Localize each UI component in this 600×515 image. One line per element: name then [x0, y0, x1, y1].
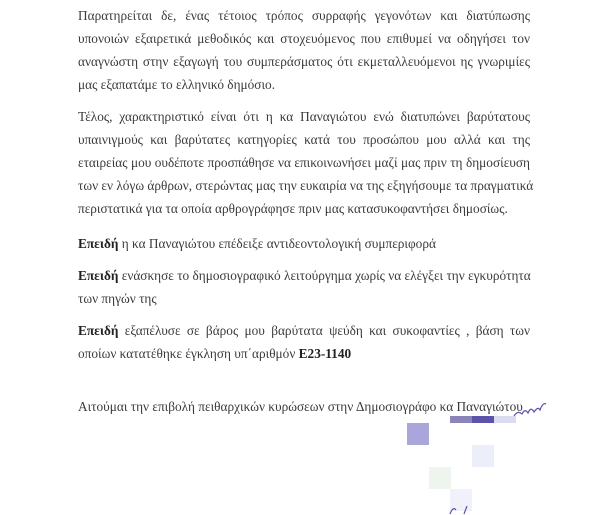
document-body: [78, 4, 534, 365]
request-statement: Αιτούμαι την επιβολή πειθαρχικών κυρώσεων στην Δημοσιογράφο κα Παναγιώτου: [78, 399, 523, 414]
text-line: υπονοιών εξαιρετικά μεθοδικός και στοχευόμενος που επιθυμεί να οδηγήσει τον: [78, 31, 530, 46]
clause-text: των πηγών της: [78, 291, 157, 306]
clause-text: η κα Παναγιώτου επέδειξε αντιδεοντολογική συμπεριφορά: [118, 236, 436, 251]
clause-text: εξαπέλυσε σε βάρος μου βαρύτατα ψεύδη και συκοφαντίες , βάση των: [118, 323, 530, 338]
text-line: Παρατηρείται δε, ένας τέτοιος τρόπος συρραφής γεγονότων και διατύπωσης: [78, 8, 530, 23]
text-line: των εν λόγω άρθρων, στερώντας μας την ευκαιρία να της εξηγήσουμε τα πραγματικά: [78, 178, 534, 193]
clause-text: ενάσκησε το δημοσιογραφικό λειτούργημα χωρίς να ελέγξει την εγκυρότητα: [118, 268, 531, 283]
clause-text: οποίων κατατέθηκε έγκληση υπ΄αριθμόν: [78, 346, 299, 361]
text-line: Τέλος, χαρακτηριστικό είναι ότι η κα Παναγιώτου ενώ διατυπώνει βαρύτατους: [78, 109, 530, 124]
paragraph-finally: [78, 105, 534, 220]
text-line: μας εξαπατάμε το ελληνικό δημόσιο.: [78, 77, 276, 92]
text-line: περιστατικά για τα οποία αρθρογράφησε πριν μας κατασυκοφαντήσει δημοσίως.: [78, 201, 508, 216]
whereas-clause-1: [78, 232, 530, 255]
text-line: αναγνώστη στην εξαγωγή του συμπεράσματος ότι εκμεταλλευόμενοι ης γνωριμίες: [78, 54, 530, 69]
whereas-keyword: Επειδή: [78, 236, 119, 251]
whereas-clause-3: [78, 319, 530, 365]
whereas-keyword: Επειδή: [78, 268, 119, 283]
text-line: εταιρείας μου ουδέποτε προσπάθησε να επικοινωνήσει μαζί μας πριν τη δημοσίευση: [78, 155, 530, 170]
signature-scribble-icon: [512, 400, 552, 420]
whereas-clause-2: [78, 264, 530, 310]
signature-scribble-icon: [448, 502, 488, 515]
case-number: E23-1140: [298, 346, 352, 361]
text-line: υπαινιγμούς και βαρύτατες κατηγορίες κατά του προσώπου μου αλλά και της: [78, 132, 530, 147]
paragraph-observation: [78, 4, 530, 96]
whereas-keyword: Επειδή: [78, 323, 119, 338]
